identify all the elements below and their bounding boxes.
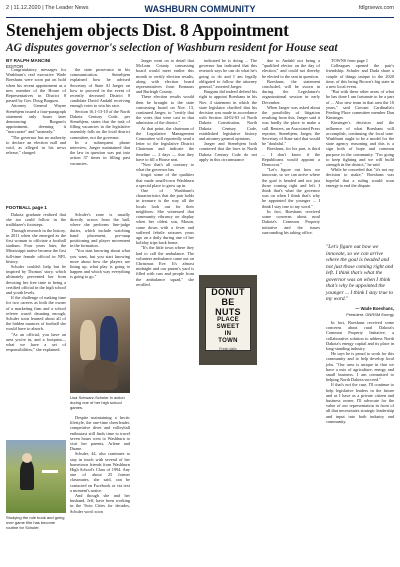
paragraph: "You start knowing about what you want, but you start knowing more about how the players are lining up, what play is going to happen and which way everything is going to go."	[70, 248, 130, 280]
paragraph: In fact, Boeshans received some concerns about rural Dakota's Common Property Initiative, a collaborative solution to address North Dakota's energy capital and its place in long-standing industry.	[326, 320, 394, 352]
paragraph: "As an official, you have an area you're in, and a footprint—what we have a set of responsibilities," she explained.	[6, 331, 66, 353]
paragraph: Kinsinger's decision and the influence of what Boeshans will accomplish, continuing the local tone. Washburn ought to be a model for the state agency reasoning and this is a sign both of hope and common purpose in the community. "I'm going to keep fighting and we will build strength in the district," he said.	[326, 120, 394, 168]
paragraph: When Jaeger was asked about the possibility of litigation resulting from this, Jaeger said it was hardly the place to make a call. Reuters, an Associated Press reporter, Stenehjem, Jaeger, the Secretary of State said that would be "doubtful."	[262, 104, 320, 147]
paragraph: Colleagues opened the pair's friendship. Schuler and Duda share a couple of things unique to the 2020 time, of this being Brown's big state in a new local event.	[326, 63, 394, 90]
article-column-3	[136, 58, 194, 558]
paragraph: Jaeger went on to detail that McLean County canvassing board would meet earlier this month to certify election results, along with election board representatives from Emmons and Burleigh County.	[136, 58, 194, 95]
paragraph: If the challenge of making time for two careers as both the owner of a marketing firm and a school referee wasn't daunting enough, Schuler soon learned about all of the hidden nuances of football she would have to absorb.	[6, 295, 66, 332]
paragraph: "Now that's all contrary to what the governor has	[136, 162, 194, 173]
sign-line: BE	[221, 297, 235, 307]
page-folio: 2 | 11.12.2020 | The Leader News	[6, 5, 89, 11]
paragraph: forgot some of the qualities that made small-town Washburn a special place to grow up in.	[136, 172, 194, 188]
paragraph: Through research in the history, in 2011 when she emerged as the first woman to officiate a football stadium. Four years later, the Mississippi native became the first full-time female official in NFL history.	[6, 227, 66, 264]
sign-line: SWEET	[216, 324, 240, 330]
paragraph: Schuler's zone is usually directly across from the ball, where she performs line-judge duties, which include watching hand placement, pre-snap positioning and player movement in the formation.	[70, 212, 130, 249]
article-deck: AG disputes governor's selection of Washburn resident for House seat	[6, 42, 338, 54]
paragraph: In a subsequent phone interview, Jaeger maintained that the law in question was put into action 37 times in filling past vacancies.	[70, 139, 130, 166]
byline-org: EDITOR	[6, 64, 24, 69]
paragraph: indicated he is doing ... The governor has indicated that this research says he can do what he's going to do and I am legally obligated to follow the attorney general," asserted Jaeger.	[199, 58, 257, 90]
sign-line: PLACE	[217, 317, 239, 323]
cheer-photo-caption: Lisa Schwarz-Schuler in action during one of her high school games.	[70, 395, 125, 410]
paragraph: Burgum did indeed defend his right to appoint Boeshans in his Nov. 4 statement in which the state legislator clarified that his decision was made in accordance with Section 44-02-03 of North Dakota Constitution, North Dakota Century Code, established legislative history and attorney general opinions.	[199, 89, 257, 142]
field-photo-caption: Studying the rule book and going over game film has become routine for Schuler.	[6, 515, 65, 530]
article-column-5	[262, 58, 320, 558]
sign-line: TOWN	[218, 338, 238, 344]
sign-line: IN	[224, 331, 232, 337]
football-jump-heading: FOOTBALL page 1	[6, 205, 47, 210]
pull-quote	[326, 244, 394, 319]
paragraph: "The governor has no authority to declare an election null and void, as alleged in his news release," charged	[6, 134, 66, 156]
paragraph: Boeshans, for his part, is third ... I don't know if the Republicans would appoint a Democrat."	[262, 146, 320, 168]
article-column-6-continued	[326, 320, 394, 560]
paragraph: Congratulatory messages for Washburn's real executive Wade Boeshans were soon put on hold when his recent appointment as a new member of the House of Representatives in District 8 passed by Gov. Doug Burgum.	[6, 67, 66, 104]
paragraph: At that point, the chairman of the Legislative Management Committee will reportedly send a letter to the legislative District Chairman and indicate the timeline — 2 days — that they have to fill a House seat.	[136, 125, 194, 162]
paragraph: These election results would then be brought to the state canvassing board on Nov. 13, continued Jaeger, to "certify that the votes that were cast in that admission of the district."	[136, 94, 194, 126]
paragraph: And though she and her husband, Jeff, have been working in the Twin Cities for decades, Schuler won't soon	[70, 493, 130, 514]
section-title: WASHBURN COMMUNITY	[144, 4, 256, 14]
pull-quote-attribution: — Wade Boeshans,	[355, 305, 394, 311]
paragraph: TOWNS from page 1	[331, 58, 369, 63]
paragraph: the state prosecutor in his communication. Stenehjem explained how he advised Secretary of State Al Jaeger on how to proceed in the event of recently deceased District 8 candidate David Andahl receiving enough votes to win his race.	[70, 67, 130, 109]
sign-line: NUTS	[215, 307, 241, 317]
page-header	[6, 4, 394, 16]
site-url: fdlgrsews.com	[358, 5, 394, 11]
donut-sign-photo	[199, 275, 257, 365]
paragraph: "But with these other areas of what he has done I am fortunate to be a part of ... Also new team in that area the 10 years," said Ciovani Cardinalia's Feeding Place committee member Dan Kinsinger.	[326, 89, 394, 121]
sign-tagline: Fresh daily	[219, 347, 237, 351]
article-column-6	[326, 58, 394, 240]
article-headline: Stenehjem objects Dist. 8 Appointment	[6, 20, 289, 40]
article-column-2	[70, 67, 130, 202]
paragraph: Despite maintaining a hectic lifestyle, the one-time cheerleader, competitive diver and volleyball enthusiast still finds time to travel seven hours west to Washburn to visit her parents, Arlene and Duane.	[70, 415, 130, 452]
header-rule	[6, 17, 394, 18]
paragraph: Section 16.1-13-10 of the North Dakota Century Code, per Stenehjem, states that the task of filling vacancies in the legislative assembly falls on the local district committee, not the governor.	[70, 108, 131, 140]
byline-author: BY RALPH MANCINI	[6, 58, 51, 63]
article-column-1	[6, 67, 66, 202]
paragraph: Dakota graduate realized that she too could follow in the trailblazer's footsteps.	[6, 212, 66, 228]
sign-board	[205, 287, 251, 351]
cheer-photo	[70, 298, 130, 393]
paragraph: In fact, Boeshans received some concerns about rural Dakota's Common Property initiative and the issues surrounding his taking office.	[262, 208, 320, 235]
pull-quote-text: "Let's figure out how we innovate, so we can arrive where the goal is headed and not just those coming right and left. I think that's what the governor was on when I think that's why he appointed the younger ... I think I stay true to my word."	[326, 244, 394, 302]
paragraph: He says he is proud to work for this community and to help develop local jobs. "Our area is unique in that we have a mix of agriculture, energy and small business. I am committed to helping North Dakota succeed."	[326, 351, 394, 383]
paragraph: Jaeger and Stenehjem both countered that the laws in North Dakota Century Code do not apply in this circumstance	[199, 141, 257, 162]
paragraph: While he conceded that "it's not my decision to make," Boeshans was hopeful that a ruling would soon emerge to end the dispute.	[326, 167, 394, 188]
pull-quote-role: President, GNRSM Energy	[346, 312, 394, 317]
paragraph: One of Washburn's characteristics that the pair holds in treasure is the way all the locals look out for their neighbors. She witnessed that community vibrancy on display when her oldest son, Mason, came down with a fever and suffered febrile seizures years ago on a daily during one of her holiday trips back home.	[136, 188, 194, 246]
paragraph: "Let's figure out how we innovate, so we can arrive where the goal is headed and not just those coming right and left. I think that's what the governor was on when I think that's why he appointed the younger ... I think I stay true to my word."	[262, 167, 320, 209]
paragraph: Schuler couldn't help but be inspired by Thomas' story, which ultimately prevented her from devoting her free time to being a certified official in the high school and youth levels.	[6, 264, 66, 296]
sign-line: DONUT	[211, 287, 245, 297]
paragraph: If that's not the case, I'll continue to help legislative leaders in the future and as I have as a private citizen and business owner, I'll advocate for the value of our representation in front of all that necessitates strategic leadership and input into both industry and community.	[326, 382, 394, 424]
football-column-3	[70, 415, 130, 514]
paragraph: Schuler, 44, also continues to stay in touch with several of her hometown friends from Washburn High School's Class of 1994. Any one of about 25 former classmates, she said, can be contacted on Facebook or via text a moment's notice.	[70, 451, 130, 493]
football-column-2	[70, 212, 130, 297]
paragraph: Attorney General Wayne Stenehjem issued a four-paragraph statement only hours later denouncing Burgum's appointment, deeming it "inaccurate" and "unsteady."	[6, 103, 66, 135]
paragraph: Boeshans, the statement concluded, will be sworn in during the Legislature's organizational session in early December.	[262, 78, 320, 105]
paragraph: due to Andahl not being a "qualified elector on the day of election," and could not thereby be elected to the seat in question.	[262, 58, 320, 79]
field-photo	[6, 440, 66, 513]
paragraph: "It's the little town where they had to call the ambulance. The volunteer ambulance came out on Christmas Eve. It's almost midnight and our parent's yard is filled with cars and people from the ambulance squad," she recalled.	[136, 245, 194, 287]
